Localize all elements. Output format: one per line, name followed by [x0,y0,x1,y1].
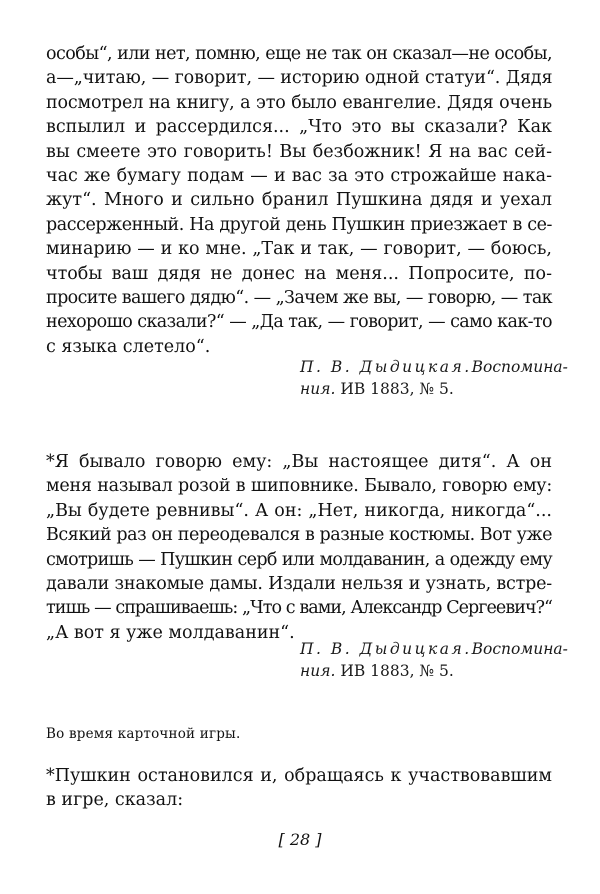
attribution-work-end: ния. [300,380,336,398]
attribution-line [300,356,568,378]
attribution-line [300,638,568,660]
text-line: „А вот я уже молдаванин“. [46,622,295,643]
attribution-1 [300,356,568,400]
attribution-line [300,660,552,682]
text-line: с языка слетело“. [46,336,211,357]
attribution-source: ИВ 1883, № 5. [340,380,454,398]
text-line: а—„читаю, — говорит, — историю одной статуи“. Дядя [46,68,553,89]
text-line: жут“. Много и сильно бранил Пушкина дядя и уехал [46,190,552,211]
text-line: тишь — спрашиваешь: „Что с вами, Александр Сергеевич?“ [46,598,552,619]
text-line: особы“, или нет, помню, еще не так он сказал—не особы, [46,44,552,64]
text-line: час же бумагу подам — и вас за это строжайше нака- [46,166,552,187]
text-line: *Я бывало говорю ему: „Вы настоящее дитя“. А он [46,452,552,472]
text-line: нехорошо сказали?“ — „Да так, — говорит, — само как-то [46,312,552,333]
text-line: вы смеете это говорить! Вы безбожник! Я на вас сей- [46,141,552,162]
text-line: просите вашего дядю“. — „Зачем же вы, — говорю, — так [46,288,552,309]
text-line: „Вы будете ревнивы“. А он: „Нет, никогда, никогда“... [46,500,552,521]
attribution-2 [300,638,568,682]
attribution-author: П. В. Дыдицкая. [300,640,472,658]
attribution-work: Воспомина- [471,640,568,658]
attribution-line [300,378,552,400]
attribution-work-end: ния. [300,662,336,680]
text-line: посмотрел на книгу, а это было евангелие. Дядя очень [46,92,552,113]
memoir-paragraph-3 [46,764,552,813]
attribution-work: Воспомина- [471,358,568,376]
text-line: в игре, сказал: [46,790,184,811]
attribution-author: П. В. Дыдицкая. [300,358,472,376]
text-line: смотришь — Пушкин серб или молдаванин, а одежду ему [46,549,552,570]
text-line: *Пушкин остановился и, обращаясь к участвовавшим [46,766,552,786]
section-heading: Во время карточной игры. [46,726,241,742]
text-line: меня называл розой в шиповнике. Бывало, говорю ему: [46,476,552,497]
text-line: чтобы ваш дядя не донес на меня... Попросите, по- [46,263,552,284]
memoir-paragraph-2 [46,450,552,645]
text-line: Всякий раз он переодевался в разные костюмы. Вот уже [46,525,553,546]
text-line: рассерженный. На другой день Пушкин приезжает в се- [46,214,552,235]
text-line: давали знакомые дамы. Издали нельзя и узнать, встре- [46,574,552,595]
page-number: [ 28 ] [278,830,322,849]
attribution-source: ИВ 1883, № 5. [340,662,454,680]
memoir-paragraph-1 [46,42,552,359]
text-line: вспылил и рассердился... „Что это вы сказали? Как [46,117,552,138]
text-line: минарию — и ко мне. „Так и так, — говорит, — боюсь, [46,239,552,260]
